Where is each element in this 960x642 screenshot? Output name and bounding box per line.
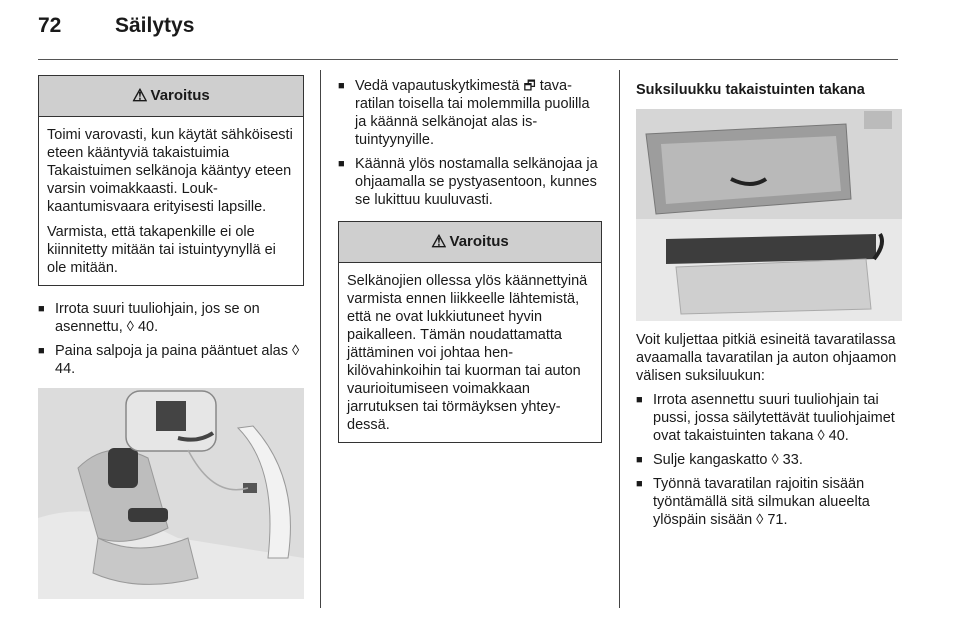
warning-body [39,117,303,285]
bullet-text: Vedä vapautuskytkimestä [355,78,520,94]
column-divider-2 [619,70,620,608]
warning-header [339,222,601,263]
bullet-item: ■ Irrota asennettu suuri tuuliohjain tai pussi, jossa säilytettävät tuuliohjaimet ovat takaistuinten takana ◊ 40. [636,391,904,445]
figure-seat-headrest [38,388,304,599]
warning-text-2: Varmista, että takapenkille ei ole kiinnitetty mitään tai istuintyynyllä ei ole mitään. [47,224,276,276]
warning-title: Varoitus [449,233,509,250]
seat-release-icon: 🗗 [523,78,536,93]
warning-text: Selkänojien ollessa ylös käännettyinä varmista ennen liikkeelle lähtemistä, että ne ovat lukkiutuneet hyvin paikalleen. Tämän noudattamatta jättäminen voi johtaa henkilövahinkoihin tai kuorman tai auton vaurioitumiseen voimakkaan jarrutuksen tai törmäyksen yhteydessä. [347,273,588,433]
column-3 [636,75,904,529]
warning-body [339,263,601,442]
column-1 [38,75,304,599]
header-rule [38,59,898,60]
bullet-item: ■ Irrota suuri tuuliohjain, jos se on asennettu, ◊ 40. [38,300,304,336]
figure-ski-hatch [636,109,902,321]
bullet-item: ■ Käännä ylös nostamalla selkänojaa ja ohjaamalla se pystyasentoon, kunnes se lukittuu kuuluvasti. [338,155,602,209]
warning-box-2 [338,221,602,443]
page-title: Säilytys [115,14,195,37]
bullet-item: ■ Sulje kangaskatto ◊ 33. [636,451,904,469]
warning-title: Varoitus [150,87,210,104]
column-divider-1 [320,70,321,608]
warning-triangle-icon: ⚠ [132,86,148,105]
bullet-item: ■ Paina salpoja ja paina pääntuet alas ◊ 44. [38,342,304,378]
bullet-item: ■ Työnnä tavaratilan rajoitin sisään työntämällä sitä silmukan alueelta ylöspäin sisään ◊ 71. [636,475,904,529]
section-subheading: Suksiluukku takaistuinten takana [636,82,865,98]
warning-triangle-icon: ⚠ [431,232,447,251]
column-2 [338,75,602,443]
intro-paragraph: Voit kuljettaa pitkiä esineitä tavaratilassa avaamalla tavaratilan ja auton ohjaamon välisen suksiluukun: [636,332,897,384]
bullet-text: tavaratilan toisella tai molemmilla puolilla ja käännä selkänojat alas istuintyynyille. [355,78,590,148]
warning-header [39,76,303,117]
warning-text-1: Toimi varovasti, kun käytät sähköisesti eteen kääntyviä takaistuimia Takaistuimen selkänoja kääntyy eteen varsin voimakkaasti. Loukkaantumisvaara erityisesti lapsille. [47,127,293,215]
page-number: 72 [38,14,62,37]
warning-box-1 [38,75,304,286]
bullet-item [338,77,602,149]
